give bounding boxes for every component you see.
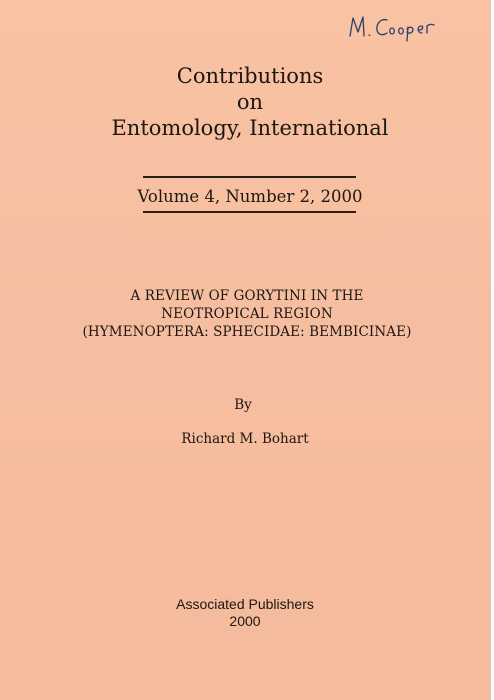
- article-title-line-2: NEOTROPICAL REGION: [161, 306, 333, 322]
- journal-title-line-1: Contributions: [176, 64, 324, 88]
- volume-issue: Volume 4, Number 2, 2000: [137, 187, 363, 206]
- handwritten-signature: [345, 12, 465, 42]
- author-name: Richard M. Bohart: [181, 431, 309, 447]
- journal-title-line-2: on: [236, 90, 264, 114]
- publisher-name: Associated Publishers: [176, 596, 314, 612]
- article-title-line-1: A REVIEW OF GORYTINI IN THE: [130, 288, 364, 304]
- rule-bottom: [143, 211, 356, 213]
- rule-top: [143, 176, 356, 178]
- journal-title-line-3: Entomology, International: [111, 116, 389, 140]
- article-title-line-3: (HYMENOPTERA: SPHECIDAE: BEMBICINAE): [82, 324, 412, 340]
- publication-year: 2000: [229, 613, 261, 629]
- byline-label: By: [234, 397, 252, 413]
